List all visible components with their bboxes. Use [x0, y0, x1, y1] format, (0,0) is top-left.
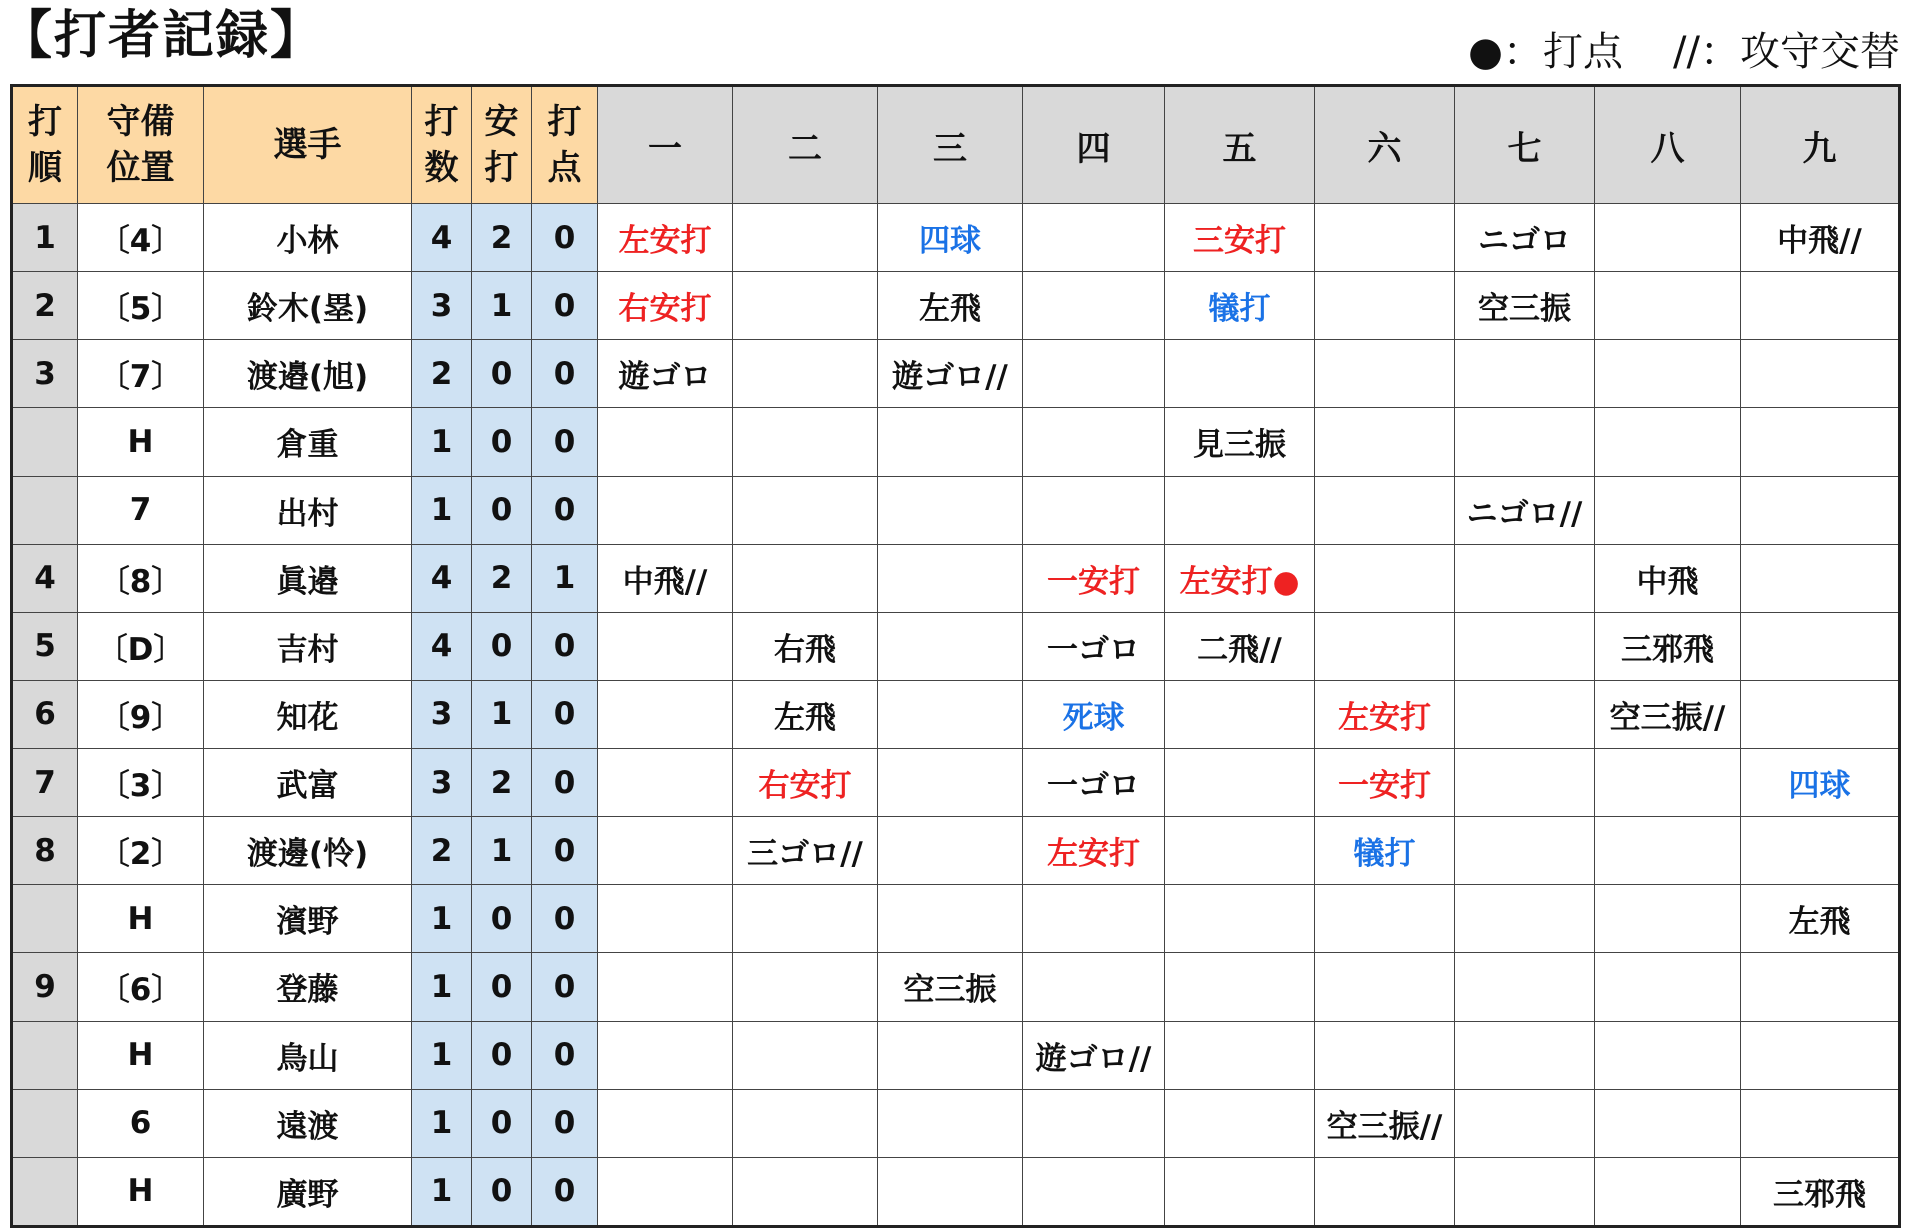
rbi-cell: 0 — [532, 749, 598, 817]
inning-3-result-cell — [878, 476, 1023, 544]
inning-1-result-cell: 遊ゴロ — [598, 340, 733, 408]
inning-8-result-cell — [1595, 749, 1741, 817]
inning-6-result-cell — [1315, 1021, 1455, 1089]
inning-6-result-cell — [1315, 885, 1455, 953]
inning-9-result-cell: 三邪飛 — [1741, 1157, 1900, 1226]
header-inning-3: 三 — [878, 86, 1023, 204]
change-mark: // — [1673, 29, 1700, 75]
rbi-cell: 0 — [532, 1021, 598, 1089]
at-bats-cell: 3 — [412, 680, 472, 748]
inning-3-result-cell — [878, 612, 1023, 680]
position-cell: H — [78, 1021, 204, 1089]
inning-8-result-cell — [1595, 272, 1741, 340]
inning-4-result-cell: 一ゴロ — [1023, 749, 1165, 817]
rbi-cell: 0 — [532, 612, 598, 680]
position-cell: H — [78, 1157, 204, 1226]
inning-9-result-cell — [1741, 408, 1900, 476]
inning-3-result-cell — [878, 1089, 1023, 1157]
batting-order-cell: 1 — [12, 204, 78, 272]
header-inning-1: 一 — [598, 86, 733, 204]
inning-9-result-cell: 中飛// — [1741, 204, 1900, 272]
inning-8-result-cell — [1595, 476, 1741, 544]
table-row — [12, 953, 1900, 1021]
inning-6-result-cell — [1315, 408, 1455, 476]
player-name-cell: 眞邉 — [204, 544, 412, 612]
inning-9-result-cell — [1741, 1089, 1900, 1157]
inning-4-result-cell: 遊ゴロ// — [1023, 1021, 1165, 1089]
rbi-label: ：打点 — [1503, 29, 1624, 75]
header-inning-2: 二 — [733, 86, 878, 204]
inning-2-result-cell: 右飛 — [733, 612, 878, 680]
batting-order-cell — [12, 1157, 78, 1226]
inning-4-result-cell — [1023, 204, 1165, 272]
inning-4-result-cell — [1023, 1157, 1165, 1226]
at-bats-cell: 1 — [412, 476, 472, 544]
inning-6-result-cell: 犠打 — [1315, 817, 1455, 885]
inning-6-result-cell — [1315, 340, 1455, 408]
rbi-cell: 0 — [532, 408, 598, 476]
inning-4-result-cell — [1023, 476, 1165, 544]
inning-6-result-cell — [1315, 612, 1455, 680]
at-bats-cell: 1 — [412, 1021, 472, 1089]
legend — [1468, 20, 1900, 84]
player-name-cell: 鳥山 — [204, 1021, 412, 1089]
table-row — [12, 1157, 1900, 1226]
position-cell: 〔4〕 — [78, 204, 204, 272]
inning-4-result-cell: 死球 — [1023, 680, 1165, 748]
header-hits: 安 打 — [472, 86, 532, 204]
hits-cell: 0 — [472, 1021, 532, 1089]
header-player: 選手 — [204, 86, 412, 204]
hits-cell: 0 — [472, 408, 532, 476]
inning-3-result-cell — [878, 544, 1023, 612]
header-inning-7: 七 — [1455, 86, 1595, 204]
at-bats-cell: 4 — [412, 612, 472, 680]
inning-7-result-cell — [1455, 749, 1595, 817]
inning-6-result-cell — [1315, 272, 1455, 340]
batting-order-cell: 8 — [12, 817, 78, 885]
rbi-cell: 0 — [532, 272, 598, 340]
inning-5-result-cell — [1165, 340, 1315, 408]
table-row — [12, 680, 1900, 748]
inning-9-result-cell — [1741, 953, 1900, 1021]
batting-order-cell — [12, 408, 78, 476]
header-position: 守備 位置 — [78, 86, 204, 204]
inning-2-result-cell: 左飛 — [733, 680, 878, 748]
rbi-cell: 0 — [532, 1157, 598, 1226]
inning-2-result-cell — [733, 204, 878, 272]
header-inning-9: 九 — [1741, 86, 1900, 204]
table-row — [12, 340, 1900, 408]
player-name-cell: 渡邉(旭) — [204, 340, 412, 408]
player-name-cell: 倉重 — [204, 408, 412, 476]
hits-cell: 2 — [472, 749, 532, 817]
inning-1-result-cell: 右安打 — [598, 272, 733, 340]
inning-7-result-cell — [1455, 885, 1595, 953]
header-order: 打 順 — [12, 86, 78, 204]
inning-4-result-cell — [1023, 885, 1165, 953]
header-rbi: 打 点 — [532, 86, 598, 204]
batting-order-cell: 2 — [12, 272, 78, 340]
position-cell: 〔7〕 — [78, 340, 204, 408]
inning-4-result-cell: 左安打 — [1023, 817, 1165, 885]
inning-1-result-cell — [598, 1157, 733, 1226]
inning-1-result-cell — [598, 817, 733, 885]
inning-9-result-cell — [1741, 476, 1900, 544]
position-cell: H — [78, 408, 204, 476]
position-cell: 〔8〕 — [78, 544, 204, 612]
inning-6-result-cell: 左安打 — [1315, 680, 1455, 748]
inning-1-result-cell — [598, 749, 733, 817]
position-cell: 〔6〕 — [78, 953, 204, 1021]
hits-cell: 0 — [472, 1157, 532, 1226]
at-bats-cell: 1 — [412, 1089, 472, 1157]
batting-record-table — [10, 84, 1901, 1228]
batting-order-cell: 3 — [12, 340, 78, 408]
inning-7-result-cell — [1455, 680, 1595, 748]
inning-4-result-cell — [1023, 340, 1165, 408]
table-row — [12, 204, 1900, 272]
inning-6-result-cell — [1315, 953, 1455, 1021]
rbi-cell: 0 — [532, 817, 598, 885]
header-inning-4: 四 — [1023, 86, 1165, 204]
inning-3-result-cell — [878, 680, 1023, 748]
position-cell: 7 — [78, 476, 204, 544]
inning-2-result-cell — [733, 953, 878, 1021]
table-row — [12, 612, 1900, 680]
position-cell: 〔D〕 — [78, 612, 204, 680]
inning-7-result-cell — [1455, 953, 1595, 1021]
position-cell: 〔3〕 — [78, 749, 204, 817]
player-name-cell: 知花 — [204, 680, 412, 748]
inning-2-result-cell — [733, 476, 878, 544]
player-name-cell: 渡邊(怜) — [204, 817, 412, 885]
position-cell: 〔5〕 — [78, 272, 204, 340]
inning-5-result-cell — [1165, 1157, 1315, 1226]
hits-cell: 0 — [472, 885, 532, 953]
inning-1-result-cell — [598, 1089, 733, 1157]
hits-cell: 2 — [472, 544, 532, 612]
inning-7-result-cell: ニゴロ — [1455, 204, 1595, 272]
batting-order-cell — [12, 476, 78, 544]
hits-cell: 0 — [472, 340, 532, 408]
inning-5-result-cell: 犠打 — [1165, 272, 1315, 340]
hits-cell: 0 — [472, 953, 532, 1021]
player-name-cell: 濱野 — [204, 885, 412, 953]
page-title: 【打者記録】 — [0, 6, 325, 66]
inning-4-result-cell — [1023, 408, 1165, 476]
inning-4-result-cell — [1023, 272, 1165, 340]
header-inning-5: 五 — [1165, 86, 1315, 204]
inning-9-result-cell — [1741, 680, 1900, 748]
inning-7-result-cell — [1455, 340, 1595, 408]
inning-2-result-cell: 三ゴロ// — [733, 817, 878, 885]
rbi-mark: ● — [1468, 29, 1504, 75]
inning-4-result-cell — [1023, 1089, 1165, 1157]
header-inning-8: 八 — [1595, 86, 1741, 204]
at-bats-cell: 2 — [412, 817, 472, 885]
inning-7-result-cell — [1455, 1089, 1595, 1157]
inning-8-result-cell — [1595, 1089, 1741, 1157]
rbi-cell: 0 — [532, 476, 598, 544]
inning-9-result-cell — [1741, 612, 1900, 680]
inning-9-result-cell: 四球 — [1741, 749, 1900, 817]
inning-8-result-cell — [1595, 1021, 1741, 1089]
table-row — [12, 476, 1900, 544]
inning-7-result-cell: ニゴロ// — [1455, 476, 1595, 544]
inning-5-result-cell — [1165, 749, 1315, 817]
inning-7-result-cell: 空三振 — [1455, 272, 1595, 340]
batting-order-cell — [12, 1089, 78, 1157]
inning-1-result-cell — [598, 408, 733, 476]
inning-5-result-cell — [1165, 1089, 1315, 1157]
inning-3-result-cell — [878, 749, 1023, 817]
header-inning-6: 六 — [1315, 86, 1455, 204]
inning-5-result-cell — [1165, 817, 1315, 885]
inning-8-result-cell: 三邪飛 — [1595, 612, 1741, 680]
inning-2-result-cell — [733, 408, 878, 476]
inning-9-result-cell — [1741, 544, 1900, 612]
inning-6-result-cell — [1315, 476, 1455, 544]
inning-3-result-cell — [878, 408, 1023, 476]
inning-2-result-cell: 右安打 — [733, 749, 878, 817]
inning-6-result-cell — [1315, 1157, 1455, 1226]
at-bats-cell: 1 — [412, 885, 472, 953]
inning-1-result-cell — [598, 1021, 733, 1089]
table-row — [12, 749, 1900, 817]
rbi-cell: 0 — [532, 340, 598, 408]
inning-8-result-cell: 中飛 — [1595, 544, 1741, 612]
inning-1-result-cell — [598, 476, 733, 544]
inning-3-result-cell: 遊ゴロ// — [878, 340, 1023, 408]
inning-5-result-cell — [1165, 680, 1315, 748]
player-name-cell: 吉村 — [204, 612, 412, 680]
at-bats-cell: 3 — [412, 272, 472, 340]
inning-3-result-cell: 四球 — [878, 204, 1023, 272]
inning-8-result-cell — [1595, 408, 1741, 476]
table-row — [12, 272, 1900, 340]
inning-9-result-cell — [1741, 817, 1900, 885]
rbi-cell: 0 — [532, 1089, 598, 1157]
inning-2-result-cell — [733, 1021, 878, 1089]
inning-4-result-cell — [1023, 953, 1165, 1021]
inning-7-result-cell — [1455, 612, 1595, 680]
inning-5-result-cell — [1165, 1021, 1315, 1089]
inning-8-result-cell — [1595, 885, 1741, 953]
inning-2-result-cell — [733, 885, 878, 953]
inning-1-result-cell — [598, 612, 733, 680]
rbi-cell: 1 — [532, 544, 598, 612]
inning-5-result-cell: 見三振 — [1165, 408, 1315, 476]
player-name-cell: 武富 — [204, 749, 412, 817]
table-body — [12, 204, 1900, 1227]
inning-3-result-cell — [878, 817, 1023, 885]
inning-6-result-cell: 一安打 — [1315, 749, 1455, 817]
inning-1-result-cell: 左安打 — [598, 204, 733, 272]
at-bats-cell: 1 — [412, 1157, 472, 1226]
position-cell: 6 — [78, 1089, 204, 1157]
at-bats-cell: 2 — [412, 340, 472, 408]
inning-6-result-cell — [1315, 544, 1455, 612]
inning-8-result-cell — [1595, 817, 1741, 885]
inning-5-result-cell — [1165, 476, 1315, 544]
rbi-cell: 0 — [532, 680, 598, 748]
player-name-cell: 廣野 — [204, 1157, 412, 1226]
inning-9-result-cell: 左飛 — [1741, 885, 1900, 953]
rbi-cell: 0 — [532, 204, 598, 272]
table-row — [12, 885, 1900, 953]
change-label: ：攻守交替 — [1700, 29, 1900, 75]
player-name-cell: 遠渡 — [204, 1089, 412, 1157]
inning-7-result-cell — [1455, 817, 1595, 885]
player-name-cell: 小林 — [204, 204, 412, 272]
batting-order-cell: 4 — [12, 544, 78, 612]
inning-1-result-cell — [598, 885, 733, 953]
table-row — [12, 817, 1900, 885]
inning-3-result-cell: 空三振 — [878, 953, 1023, 1021]
inning-7-result-cell — [1455, 1021, 1595, 1089]
rbi-cell: 0 — [532, 953, 598, 1021]
inning-8-result-cell — [1595, 953, 1741, 1021]
inning-5-result-cell: 二飛// — [1165, 612, 1315, 680]
table-row — [12, 408, 1900, 476]
inning-7-result-cell — [1455, 544, 1595, 612]
inning-2-result-cell — [733, 340, 878, 408]
inning-5-result-cell: 三安打 — [1165, 204, 1315, 272]
batting-order-cell: 5 — [12, 612, 78, 680]
hits-cell: 0 — [472, 476, 532, 544]
inning-4-result-cell: 一安打 — [1023, 544, 1165, 612]
hits-cell: 1 — [472, 680, 532, 748]
position-cell: 〔9〕 — [78, 680, 204, 748]
inning-3-result-cell — [878, 1021, 1023, 1089]
inning-2-result-cell — [733, 272, 878, 340]
table-row — [12, 1021, 1900, 1089]
inning-5-result-cell — [1165, 885, 1315, 953]
header-at-bats: 打 数 — [412, 86, 472, 204]
inning-6-result-cell: 空三振// — [1315, 1089, 1455, 1157]
table-row — [12, 1089, 1900, 1157]
player-name-cell: 出村 — [204, 476, 412, 544]
player-name-cell: 鈴木(塁) — [204, 272, 412, 340]
at-bats-cell: 4 — [412, 544, 472, 612]
player-name-cell: 登藤 — [204, 953, 412, 1021]
inning-5-result-cell — [1165, 953, 1315, 1021]
inning-2-result-cell — [733, 544, 878, 612]
inning-1-result-cell — [598, 953, 733, 1021]
position-cell: 〔2〕 — [78, 817, 204, 885]
batting-order-cell: 9 — [12, 953, 78, 1021]
at-bats-cell: 3 — [412, 749, 472, 817]
at-bats-cell: 1 — [412, 408, 472, 476]
inning-3-result-cell: 左飛 — [878, 272, 1023, 340]
inning-2-result-cell — [733, 1089, 878, 1157]
inning-4-result-cell: 一ゴロ — [1023, 612, 1165, 680]
at-bats-cell: 4 — [412, 204, 472, 272]
inning-1-result-cell: 中飛// — [598, 544, 733, 612]
inning-8-result-cell — [1595, 1157, 1741, 1226]
position-cell: H — [78, 885, 204, 953]
hits-cell: 0 — [472, 612, 532, 680]
batting-order-cell — [12, 885, 78, 953]
inning-8-result-cell: 空三振// — [1595, 680, 1741, 748]
inning-6-result-cell — [1315, 204, 1455, 272]
rbi-cell: 0 — [532, 885, 598, 953]
hits-cell: 0 — [472, 1089, 532, 1157]
at-bats-cell: 1 — [412, 953, 472, 1021]
inning-3-result-cell — [878, 885, 1023, 953]
header-row — [12, 86, 1900, 204]
inning-9-result-cell — [1741, 272, 1900, 340]
batting-order-cell: 6 — [12, 680, 78, 748]
hits-cell: 1 — [472, 817, 532, 885]
batting-order-cell: 7 — [12, 749, 78, 817]
batting-order-cell — [12, 1021, 78, 1089]
inning-7-result-cell — [1455, 1157, 1595, 1226]
inning-3-result-cell — [878, 1157, 1023, 1226]
inning-8-result-cell — [1595, 204, 1741, 272]
inning-9-result-cell — [1741, 1021, 1900, 1089]
inning-2-result-cell — [733, 1157, 878, 1226]
table-row — [12, 544, 1900, 612]
inning-5-result-cell: 左安打● — [1165, 544, 1315, 612]
hits-cell: 1 — [472, 272, 532, 340]
inning-1-result-cell — [598, 680, 733, 748]
hits-cell: 2 — [472, 204, 532, 272]
inning-9-result-cell — [1741, 340, 1900, 408]
inning-8-result-cell — [1595, 340, 1741, 408]
inning-7-result-cell — [1455, 408, 1595, 476]
